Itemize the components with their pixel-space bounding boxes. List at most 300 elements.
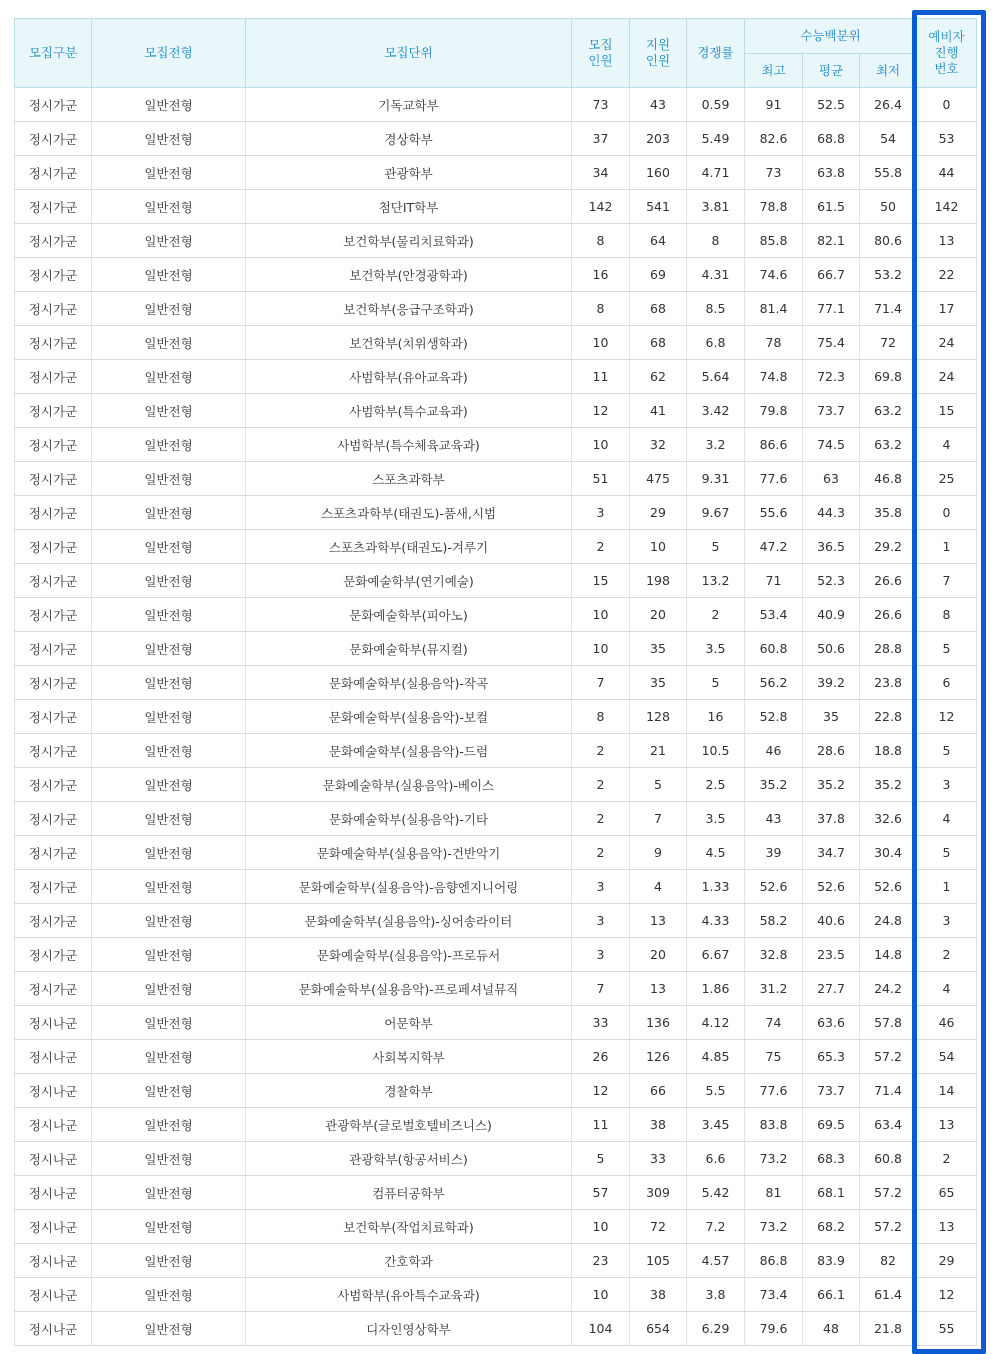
cell-waitlist: 55 <box>917 1312 977 1346</box>
cell-percentile-avg: 52.3 <box>803 564 860 598</box>
cell-waitlist: 65 <box>917 1176 977 1210</box>
cell-competition: 13.2 <box>687 564 745 598</box>
cell-quota: 3 <box>572 938 630 972</box>
table-row <box>15 938 977 972</box>
cell-percentile-avg: 61.5 <box>803 190 860 224</box>
cell-percentile-max: 74 <box>745 1006 803 1040</box>
table-row <box>15 428 977 462</box>
header-unit: 모집단위 <box>246 19 572 88</box>
cell-percentile-avg: 40.9 <box>803 598 860 632</box>
cell-waitlist: 1 <box>917 530 977 564</box>
cell-unit: 보건학부(작업치료학과) <box>246 1210 572 1244</box>
cell-percentile-max: 58.2 <box>745 904 803 938</box>
cell-competition: 5 <box>687 530 745 564</box>
cell-percentile-min: 82 <box>860 1244 917 1278</box>
cell-competition: 10.5 <box>687 734 745 768</box>
cell-admission-type: 일반전형 <box>92 1108 246 1142</box>
cell-percentile-max: 86.6 <box>745 428 803 462</box>
cell-quota: 33 <box>572 1006 630 1040</box>
cell-category: 정시가군 <box>15 700 92 734</box>
cell-waitlist: 3 <box>917 768 977 802</box>
cell-category: 정시가군 <box>15 666 92 700</box>
cell-admission-type: 일반전형 <box>92 258 246 292</box>
cell-quota: 10 <box>572 632 630 666</box>
cell-category: 정시가군 <box>15 88 92 122</box>
cell-percentile-avg: 68.3 <box>803 1142 860 1176</box>
cell-percentile-min: 63.2 <box>860 428 917 462</box>
cell-unit: 문화예술학부(뮤지컬) <box>246 632 572 666</box>
cell-percentile-max: 35.2 <box>745 768 803 802</box>
cell-category: 정시나군 <box>15 1040 92 1074</box>
table-row <box>15 972 977 1006</box>
cell-quota: 3 <box>572 904 630 938</box>
table-row <box>15 768 977 802</box>
cell-applicants: 62 <box>630 360 687 394</box>
cell-applicants: 29 <box>630 496 687 530</box>
cell-competition: 6.8 <box>687 326 745 360</box>
cell-waitlist: 13 <box>917 1210 977 1244</box>
table-row <box>15 122 977 156</box>
cell-admission-type: 일반전형 <box>92 836 246 870</box>
cell-waitlist: 0 <box>917 88 977 122</box>
cell-percentile-max: 91 <box>745 88 803 122</box>
cell-percentile-min: 18.8 <box>860 734 917 768</box>
cell-percentile-min: 24.8 <box>860 904 917 938</box>
cell-admission-type: 일반전형 <box>92 1176 246 1210</box>
cell-percentile-avg: 69.5 <box>803 1108 860 1142</box>
cell-quota: 2 <box>572 802 630 836</box>
cell-quota: 37 <box>572 122 630 156</box>
cell-competition: 4.71 <box>687 156 745 190</box>
cell-admission-type: 일반전형 <box>92 1006 246 1040</box>
cell-percentile-avg: 35 <box>803 700 860 734</box>
cell-quota: 51 <box>572 462 630 496</box>
cell-percentile-max: 74.8 <box>745 360 803 394</box>
cell-category: 정시가군 <box>15 836 92 870</box>
cell-applicants: 13 <box>630 904 687 938</box>
cell-percentile-max: 73.2 <box>745 1210 803 1244</box>
cell-quota: 73 <box>572 88 630 122</box>
cell-percentile-min: 26.4 <box>860 88 917 122</box>
cell-quota: 10 <box>572 598 630 632</box>
cell-unit: 간호학과 <box>246 1244 572 1278</box>
cell-quota: 3 <box>572 870 630 904</box>
cell-percentile-max: 56.2 <box>745 666 803 700</box>
cell-category: 정시가군 <box>15 802 92 836</box>
cell-unit: 문화예술학부(실용음악)-프로페셔널뮤직 <box>246 972 572 1006</box>
cell-percentile-min: 21.8 <box>860 1312 917 1346</box>
cell-competition: 8 <box>687 224 745 258</box>
cell-percentile-max: 52.6 <box>745 870 803 904</box>
cell-competition: 2 <box>687 598 745 632</box>
table-row <box>15 190 977 224</box>
cell-applicants: 9 <box>630 836 687 870</box>
header-percentile-avg: 평균 <box>803 54 860 88</box>
cell-quota: 8 <box>572 224 630 258</box>
cell-percentile-avg: 48 <box>803 1312 860 1346</box>
cell-unit: 문화예술학부(연기예술) <box>246 564 572 598</box>
cell-percentile-max: 73.4 <box>745 1278 803 1312</box>
table-row <box>15 1074 977 1108</box>
cell-quota: 104 <box>572 1312 630 1346</box>
cell-percentile-min: 22.8 <box>860 700 917 734</box>
cell-percentile-min: 63.2 <box>860 394 917 428</box>
cell-waitlist: 2 <box>917 1142 977 1176</box>
cell-competition: 4.5 <box>687 836 745 870</box>
cell-applicants: 20 <box>630 598 687 632</box>
cell-applicants: 35 <box>630 632 687 666</box>
cell-category: 정시나군 <box>15 1074 92 1108</box>
table-row <box>15 88 977 122</box>
cell-admission-type: 일반전형 <box>92 768 246 802</box>
cell-percentile-avg: 82.1 <box>803 224 860 258</box>
cell-percentile-min: 53.2 <box>860 258 917 292</box>
cell-admission-type: 일반전형 <box>92 496 246 530</box>
cell-competition: 5.5 <box>687 1074 745 1108</box>
cell-percentile-min: 30.4 <box>860 836 917 870</box>
cell-admission-type: 일반전형 <box>92 1278 246 1312</box>
cell-category: 정시나군 <box>15 1278 92 1312</box>
cell-unit: 문화예술학부(실용음악)-작곡 <box>246 666 572 700</box>
cell-category: 정시나군 <box>15 1142 92 1176</box>
cell-competition: 6.67 <box>687 938 745 972</box>
cell-percentile-max: 55.6 <box>745 496 803 530</box>
cell-applicants: 32 <box>630 428 687 462</box>
cell-waitlist: 17 <box>917 292 977 326</box>
cell-category: 정시가군 <box>15 428 92 462</box>
cell-percentile-avg: 34.7 <box>803 836 860 870</box>
cell-percentile-min: 54 <box>860 122 917 156</box>
cell-category: 정시가군 <box>15 598 92 632</box>
cell-percentile-avg: 27.7 <box>803 972 860 1006</box>
cell-percentile-avg: 66.1 <box>803 1278 860 1312</box>
cell-percentile-max: 52.8 <box>745 700 803 734</box>
cell-competition: 8.5 <box>687 292 745 326</box>
cell-percentile-avg: 44.3 <box>803 496 860 530</box>
cell-category: 정시가군 <box>15 870 92 904</box>
cell-percentile-max: 85.8 <box>745 224 803 258</box>
cell-quota: 57 <box>572 1176 630 1210</box>
cell-percentile-min: 57.2 <box>860 1176 917 1210</box>
cell-competition: 4.33 <box>687 904 745 938</box>
cell-unit: 문화예술학부(실용음악)-베이스 <box>246 768 572 802</box>
cell-quota: 10 <box>572 1210 630 1244</box>
cell-unit: 문화예술학부(실용음악)-프로듀서 <box>246 938 572 972</box>
cell-competition: 9.31 <box>687 462 745 496</box>
cell-unit: 보건학부(물리치료학과) <box>246 224 572 258</box>
cell-quota: 11 <box>572 360 630 394</box>
cell-percentile-min: 80.6 <box>860 224 917 258</box>
cell-admission-type: 일반전형 <box>92 1244 246 1278</box>
cell-waitlist: 29 <box>917 1244 977 1278</box>
cell-admission-type: 일반전형 <box>92 700 246 734</box>
cell-percentile-min: 71.4 <box>860 292 917 326</box>
cell-percentile-min: 57.2 <box>860 1210 917 1244</box>
cell-percentile-max: 43 <box>745 802 803 836</box>
cell-admission-type: 일반전형 <box>92 156 246 190</box>
cell-unit: 문화예술학부(실용음악)-건반악기 <box>246 836 572 870</box>
cell-competition: 3.5 <box>687 802 745 836</box>
cell-quota: 7 <box>572 972 630 1006</box>
cell-competition: 4.57 <box>687 1244 745 1278</box>
cell-competition: 16 <box>687 700 745 734</box>
cell-admission-type: 일반전형 <box>92 632 246 666</box>
cell-applicants: 136 <box>630 1006 687 1040</box>
cell-category: 정시가군 <box>15 394 92 428</box>
cell-percentile-min: 28.8 <box>860 632 917 666</box>
table-row <box>15 326 977 360</box>
cell-competition: 3.8 <box>687 1278 745 1312</box>
cell-percentile-max: 79.6 <box>745 1312 803 1346</box>
cell-waitlist: 13 <box>917 1108 977 1142</box>
cell-percentile-min: 61.4 <box>860 1278 917 1312</box>
cell-percentile-min: 14.8 <box>860 938 917 972</box>
cell-applicants: 4 <box>630 870 687 904</box>
cell-percentile-min: 57.2 <box>860 1040 917 1074</box>
cell-applicants: 654 <box>630 1312 687 1346</box>
cell-percentile-min: 24.2 <box>860 972 917 1006</box>
cell-percentile-avg: 74.5 <box>803 428 860 462</box>
cell-admission-type: 일반전형 <box>92 530 246 564</box>
cell-competition: 3.42 <box>687 394 745 428</box>
cell-quota: 2 <box>572 734 630 768</box>
cell-percentile-max: 32.8 <box>745 938 803 972</box>
cell-category: 정시가군 <box>15 156 92 190</box>
cell-category: 정시가군 <box>15 190 92 224</box>
cell-percentile-avg: 77.1 <box>803 292 860 326</box>
cell-unit: 보건학부(응급구조학과) <box>246 292 572 326</box>
cell-applicants: 13 <box>630 972 687 1006</box>
cell-waitlist: 5 <box>917 632 977 666</box>
cell-applicants: 68 <box>630 326 687 360</box>
cell-unit: 어문학부 <box>246 1006 572 1040</box>
cell-percentile-avg: 75.4 <box>803 326 860 360</box>
cell-admission-type: 일반전형 <box>92 1040 246 1074</box>
cell-admission-type: 일반전형 <box>92 666 246 700</box>
table-row <box>15 734 977 768</box>
cell-admission-type: 일반전형 <box>92 428 246 462</box>
cell-waitlist: 12 <box>917 1278 977 1312</box>
cell-competition: 1.86 <box>687 972 745 1006</box>
cell-unit: 관광학부 <box>246 156 572 190</box>
table-header <box>15 19 977 88</box>
admission-results-table <box>14 18 977 1346</box>
header-quota: 모집 인원 <box>572 19 630 88</box>
cell-unit: 사범학부(특수교육과) <box>246 394 572 428</box>
header-applicants: 지원 인원 <box>630 19 687 88</box>
cell-percentile-avg: 63.6 <box>803 1006 860 1040</box>
cell-applicants: 126 <box>630 1040 687 1074</box>
header-competition: 경쟁률 <box>687 19 745 88</box>
table-row <box>15 496 977 530</box>
cell-competition: 0.59 <box>687 88 745 122</box>
table-row <box>15 224 977 258</box>
cell-admission-type: 일반전형 <box>92 326 246 360</box>
cell-waitlist: 22 <box>917 258 977 292</box>
cell-applicants: 21 <box>630 734 687 768</box>
cell-competition: 7.2 <box>687 1210 745 1244</box>
cell-category: 정시가군 <box>15 292 92 326</box>
table-row <box>15 1210 977 1244</box>
cell-percentile-avg: 68.2 <box>803 1210 860 1244</box>
cell-percentile-max: 47.2 <box>745 530 803 564</box>
cell-waitlist: 4 <box>917 428 977 462</box>
cell-competition: 4.12 <box>687 1006 745 1040</box>
cell-category: 정시가군 <box>15 224 92 258</box>
cell-unit: 관광학부(항공서비스) <box>246 1142 572 1176</box>
cell-applicants: 68 <box>630 292 687 326</box>
cell-quota: 8 <box>572 292 630 326</box>
cell-quota: 142 <box>572 190 630 224</box>
cell-percentile-min: 35.8 <box>860 496 917 530</box>
cell-admission-type: 일반전형 <box>92 598 246 632</box>
cell-admission-type: 일반전형 <box>92 734 246 768</box>
cell-admission-type: 일반전형 <box>92 802 246 836</box>
header-admission-type: 모집전형 <box>92 19 246 88</box>
table-row <box>15 564 977 598</box>
cell-percentile-avg: 68.8 <box>803 122 860 156</box>
cell-admission-type: 일반전형 <box>92 224 246 258</box>
cell-percentile-avg: 50.6 <box>803 632 860 666</box>
cell-percentile-avg: 35.2 <box>803 768 860 802</box>
cell-admission-type: 일반전형 <box>92 972 246 1006</box>
cell-percentile-avg: 37.8 <box>803 802 860 836</box>
cell-competition: 4.85 <box>687 1040 745 1074</box>
cell-waitlist: 44 <box>917 156 977 190</box>
cell-waitlist: 6 <box>917 666 977 700</box>
cell-applicants: 69 <box>630 258 687 292</box>
cell-applicants: 105 <box>630 1244 687 1278</box>
cell-unit: 디자인영상학부 <box>246 1312 572 1346</box>
cell-percentile-max: 31.2 <box>745 972 803 1006</box>
table-row <box>15 258 977 292</box>
table-row <box>15 802 977 836</box>
cell-applicants: 541 <box>630 190 687 224</box>
cell-waitlist: 14 <box>917 1074 977 1108</box>
cell-category: 정시가군 <box>15 632 92 666</box>
table-row <box>15 700 977 734</box>
cell-percentile-max: 60.8 <box>745 632 803 666</box>
cell-unit: 경찰학부 <box>246 1074 572 1108</box>
cell-percentile-max: 77.6 <box>745 462 803 496</box>
cell-waitlist: 5 <box>917 836 977 870</box>
cell-unit: 문화예술학부(실용음악)-드럼 <box>246 734 572 768</box>
cell-category: 정시가군 <box>15 530 92 564</box>
cell-percentile-min: 57.8 <box>860 1006 917 1040</box>
cell-quota: 34 <box>572 156 630 190</box>
cell-applicants: 72 <box>630 1210 687 1244</box>
cell-percentile-avg: 52.5 <box>803 88 860 122</box>
cell-quota: 11 <box>572 1108 630 1142</box>
table-row <box>15 1006 977 1040</box>
cell-admission-type: 일반전형 <box>92 870 246 904</box>
cell-waitlist: 7 <box>917 564 977 598</box>
cell-waitlist: 1 <box>917 870 977 904</box>
cell-category: 정시가군 <box>15 496 92 530</box>
table-row <box>15 870 977 904</box>
cell-percentile-avg: 73.7 <box>803 394 860 428</box>
cell-waitlist: 4 <box>917 802 977 836</box>
cell-percentile-max: 39 <box>745 836 803 870</box>
cell-applicants: 41 <box>630 394 687 428</box>
cell-quota: 8 <box>572 700 630 734</box>
table-row <box>15 1176 977 1210</box>
cell-waitlist: 53 <box>917 122 977 156</box>
cell-waitlist: 24 <box>917 360 977 394</box>
cell-percentile-avg: 63 <box>803 462 860 496</box>
cell-percentile-min: 23.8 <box>860 666 917 700</box>
cell-percentile-avg: 39.2 <box>803 666 860 700</box>
cell-percentile-min: 72 <box>860 326 917 360</box>
table-row <box>15 292 977 326</box>
cell-unit: 보건학부(안경광학과) <box>246 258 572 292</box>
cell-competition: 5 <box>687 666 745 700</box>
cell-waitlist: 25 <box>917 462 977 496</box>
cell-percentile-max: 46 <box>745 734 803 768</box>
cell-competition: 6.6 <box>687 1142 745 1176</box>
cell-unit: 보건학부(치위생학과) <box>246 326 572 360</box>
cell-admission-type: 일반전형 <box>92 904 246 938</box>
cell-unit: 문화예술학부(실용음악)-음향엔지니어링 <box>246 870 572 904</box>
cell-admission-type: 일반전형 <box>92 190 246 224</box>
cell-percentile-avg: 72.3 <box>803 360 860 394</box>
cell-quota: 26 <box>572 1040 630 1074</box>
cell-percentile-min: 55.8 <box>860 156 917 190</box>
cell-category: 정시가군 <box>15 768 92 802</box>
cell-waitlist: 13 <box>917 224 977 258</box>
cell-applicants: 43 <box>630 88 687 122</box>
cell-percentile-avg: 66.7 <box>803 258 860 292</box>
cell-unit: 스포츠과학부 <box>246 462 572 496</box>
cell-category: 정시가군 <box>15 734 92 768</box>
cell-percentile-avg: 63.8 <box>803 156 860 190</box>
cell-percentile-min: 46.8 <box>860 462 917 496</box>
cell-waitlist: 54 <box>917 1040 977 1074</box>
cell-competition: 3.45 <box>687 1108 745 1142</box>
cell-competition: 6.29 <box>687 1312 745 1346</box>
cell-competition: 4.31 <box>687 258 745 292</box>
cell-percentile-max: 53.4 <box>745 598 803 632</box>
cell-competition: 3.81 <box>687 190 745 224</box>
cell-applicants: 309 <box>630 1176 687 1210</box>
cell-percentile-avg: 40.6 <box>803 904 860 938</box>
header-percentile-min: 최저 <box>860 54 917 88</box>
cell-quota: 23 <box>572 1244 630 1278</box>
cell-quota: 10 <box>572 428 630 462</box>
cell-category: 정시가군 <box>15 462 92 496</box>
cell-percentile-avg: 68.1 <box>803 1176 860 1210</box>
cell-admission-type: 일반전형 <box>92 462 246 496</box>
cell-waitlist: 2 <box>917 938 977 972</box>
header-percentile-group: 수능백분위 <box>745 19 917 54</box>
cell-competition: 9.67 <box>687 496 745 530</box>
cell-percentile-max: 77.6 <box>745 1074 803 1108</box>
cell-percentile-max: 74.6 <box>745 258 803 292</box>
table-row <box>15 1108 977 1142</box>
cell-percentile-avg: 65.3 <box>803 1040 860 1074</box>
cell-applicants: 38 <box>630 1108 687 1142</box>
cell-percentile-min: 32.6 <box>860 802 917 836</box>
cell-quota: 10 <box>572 1278 630 1312</box>
cell-percentile-min: 52.6 <box>860 870 917 904</box>
cell-admission-type: 일반전형 <box>92 292 246 326</box>
cell-unit: 사범학부(특수체육교육과) <box>246 428 572 462</box>
cell-unit: 경상학부 <box>246 122 572 156</box>
cell-unit: 문화예술학부(실용음악)-기타 <box>246 802 572 836</box>
cell-percentile-max: 81 <box>745 1176 803 1210</box>
cell-quota: 5 <box>572 1142 630 1176</box>
cell-competition: 3.2 <box>687 428 745 462</box>
